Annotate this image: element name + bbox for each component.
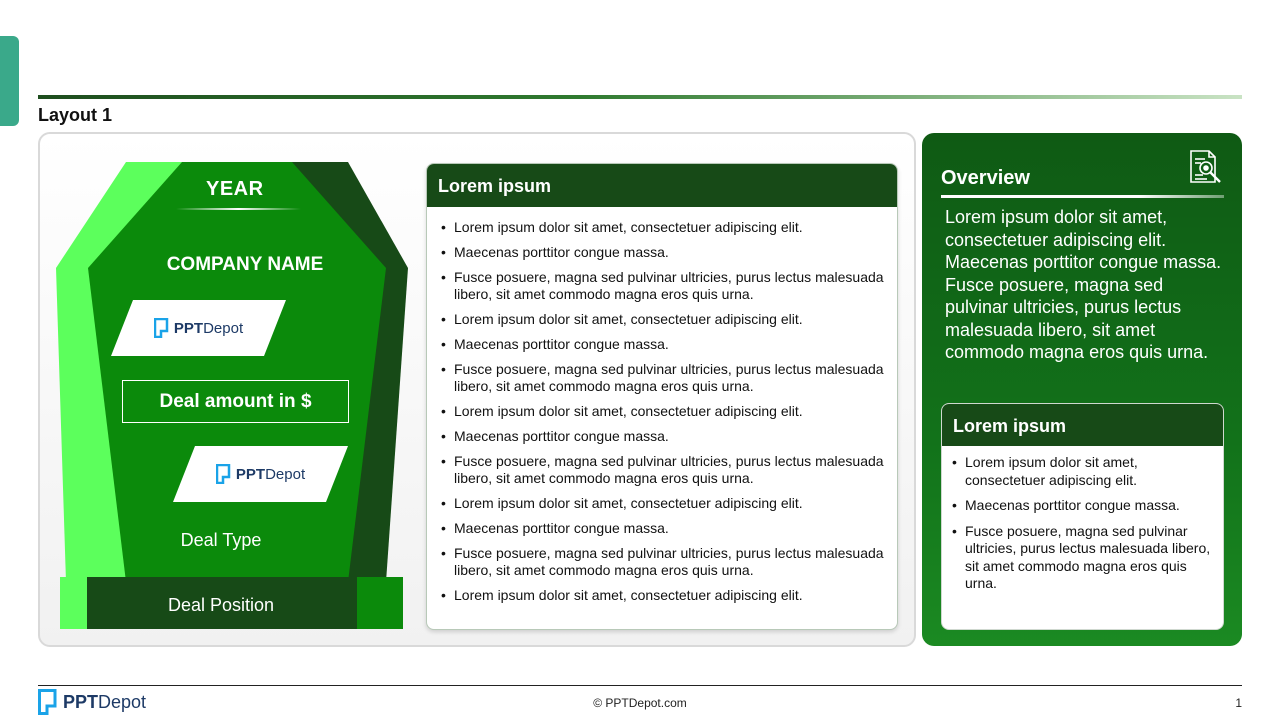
- list-item: • Maecenas porttitor congue massa.: [950, 497, 1213, 515]
- overview-body: Lorem ipsum dolor sit amet, consectetuer adipiscing elit. Maecenas porttitor congue massa. Fusce posuere, magna sed pulvinar ultricies, purus lectus malesuada libero, sit amet commodo magna eros quis urna.: [945, 207, 1222, 362]
- detail-card-title: Lorem ipsum: [942, 404, 1223, 446]
- slide-title: Layout 1: [38, 105, 113, 125]
- list-item: • Maecenas porttitor congue massa.: [439, 244, 887, 261]
- copyright-text: © PPTDepot.com: [593, 696, 687, 710]
- pptdepot-logo-icon: [216, 464, 232, 484]
- pptdepot-logo-icon: [154, 318, 170, 338]
- lorem-list-card: [426, 163, 898, 630]
- trophy-graphic: [56, 162, 408, 630]
- partner-logo-card: [173, 446, 348, 502]
- list-item: • Maecenas porttitor congue massa.: [439, 520, 887, 537]
- list-item: • Lorem ipsum dolor sit amet, consectetuer adipiscing elit.: [439, 219, 887, 236]
- overview-divider: [941, 195, 1224, 198]
- list-item: • Fusce posuere, magna sed pulvinar ultricies, purus lectus malesuada libero, sit amet commodo magna eros quis urna.: [439, 545, 887, 579]
- list-item: • Fusce posuere, magna sed pulvinar ultricies, purus lectus malesuada libero, sit amet commodo magna eros quis urna.: [950, 523, 1213, 593]
- deal-position-label: Deal Position: [167, 595, 275, 615]
- list-item: • Maecenas porttitor congue massa.: [439, 336, 887, 353]
- page-number: 1: [1235, 696, 1242, 710]
- list-item: • Lorem ipsum dolor sit amet, consectetuer adipiscing elit.: [439, 495, 887, 512]
- logo-wordmark: PPTDepot: [173, 319, 244, 337]
- list-item: • Lorem ipsum dolor sit amet, consectetuer adipiscing elit.: [439, 587, 887, 604]
- footer-divider: [38, 685, 1242, 686]
- footer-logo: [38, 689, 146, 715]
- list-item: • Fusce posuere, magna sed pulvinar ultricies, purus lectus malesuada libero, sit amet commodo magna eros quis urna.: [439, 361, 887, 395]
- year-label: YEAR: [206, 178, 264, 200]
- detail-card-bullets: [942, 446, 1223, 593]
- list-item: • Fusce posuere, magna sed pulvinar ultricies, purus lectus malesuada libero, sit amet commodo magna eros quis urna.: [439, 269, 887, 303]
- list-item: • Lorem ipsum dolor sit amet, consectetuer adipiscing elit.: [950, 454, 1213, 489]
- list-item: • Lorem ipsum dolor sit amet, consectetuer adipiscing elit.: [439, 403, 887, 420]
- overview-detail-card: [941, 403, 1224, 630]
- title-divider: [38, 95, 1242, 99]
- year-underline: [176, 208, 301, 210]
- list-item: • Maecenas porttitor congue massa.: [439, 428, 887, 445]
- company-name: COMPANY NAME: [166, 254, 324, 275]
- deal-amount-box: Deal amount in $: [122, 380, 349, 423]
- list-item: • Fusce posuere, magna sed pulvinar ultricies, purus lectus malesuada libero, sit amet commodo magna eros quis urna.: [439, 453, 887, 487]
- pptdepot-logo-icon: [38, 689, 58, 715]
- deal-type-label: Deal Type: [180, 530, 262, 550]
- overview-title: Overview: [941, 167, 1030, 189]
- list-card-bullets: [427, 207, 897, 604]
- logo-wordmark: PPTDepot: [235, 465, 306, 483]
- document-search-icon: [1187, 149, 1223, 185]
- list-item: • Lorem ipsum dolor sit amet, consectetuer adipiscing elit.: [439, 311, 887, 328]
- list-card-title: Lorem ipsum: [427, 164, 897, 207]
- company-logo-card: [111, 300, 286, 356]
- side-accent-tab: [0, 36, 19, 126]
- logo-wordmark: PPTDepot: [63, 691, 147, 712]
